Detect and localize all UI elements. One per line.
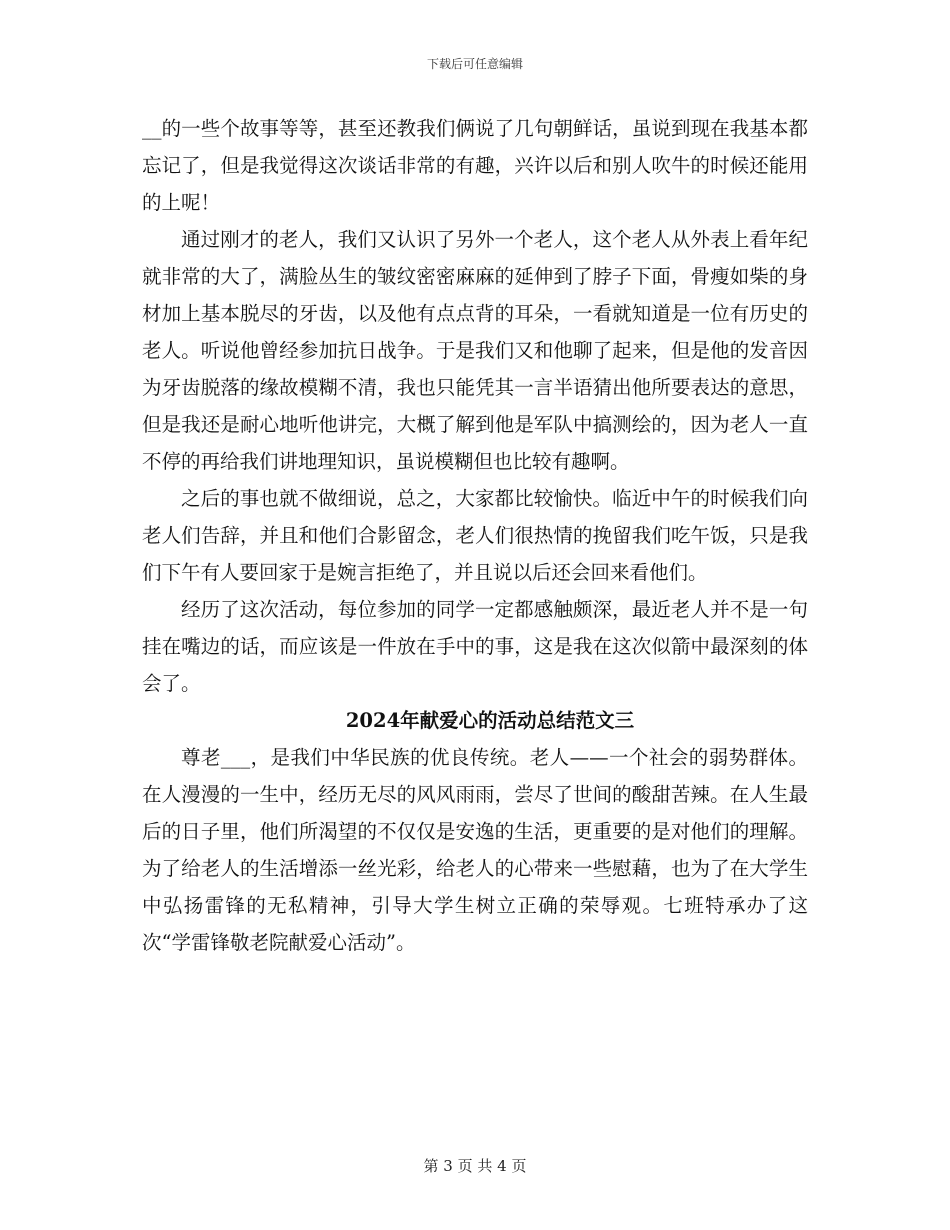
page-footer: 第 3 页 共 4 页 — [423, 1157, 527, 1175]
paragraph-continuation: __的一些个故事等等，甚至还教我们俩说了几句朝鲜话，虽说到现在我基本都忘记了，但是我觉得这次谈话非常的有趣，兴许以后和别人吹牛的时候还能用的上呢！ — [142, 117, 808, 214]
document-body — [142, 110, 808, 961]
paragraph-section-intro: 尊老___，是我们中华民族的优良传统。老人——一个社会的弱势群体。在人漫漫的一生中，经历无尽的风风雨雨，尝尽了世间的酸甜苦辣。在人生最后的日子里，他们所渴望的不仅仅是安逸的生活，更重要的是对他们的理解。为了给老人的生活增添一丝光彩，给老人的心带来一些慰藉，也为了在大学生中弘扬雷锋的无私精神，引导大学生树立正确的荣辱观。七班特承办了这次“学雷锋敬老院献爱心活动”。 — [142, 746, 808, 954]
paragraph-reflection: 经历了这次活动，每位参加的同学一定都感触颇深，最近老人并不是一句挂在嘴边的话，而应该是一件放在手中的事，这是我在这次似箭中最深刻的体会了。 — [142, 598, 808, 695]
paragraph-second-elder: 通过刚才的老人，我们又认识了另外一个老人，这个老人从外表上看年纪就非常的大了，满脸丛生的皱纹密密麻麻的延伸到了脖子下面，骨瘦如柴的身材加上基本脱尽的牙齿，以及他有点点背的耳朵，一看就知道是一位有历史的老人。听说他曾经参加抗日战争。于是我们又和他聊了起来，但是他的发音因为牙齿脱落的缘故模糊不清，我也只能凭其一言半语猜出他所要表达的意思，但是我还是耐心地听他讲完，大概了解到他是军队中搞测绘的，因为老人一直不停的再给我们讲地理知识，虽说模糊但也比较有趣啊。 — [142, 228, 808, 473]
page-header: 下载后可任意编辑 — [426, 57, 523, 71]
paragraph-farewell: 之后的事也就不做细说，总之，大家都比较愉快。临近中午的时候我们向老人们告辞，并且和他们合影留念，老人们很热情的挽留我们吃午饭，只是我们下午有人要回家于是婉言拒绝了，并且说以后还会回来看他们。 — [142, 487, 808, 584]
section-title: 2024年献爱心的活动总结范文三 — [345, 709, 635, 732]
